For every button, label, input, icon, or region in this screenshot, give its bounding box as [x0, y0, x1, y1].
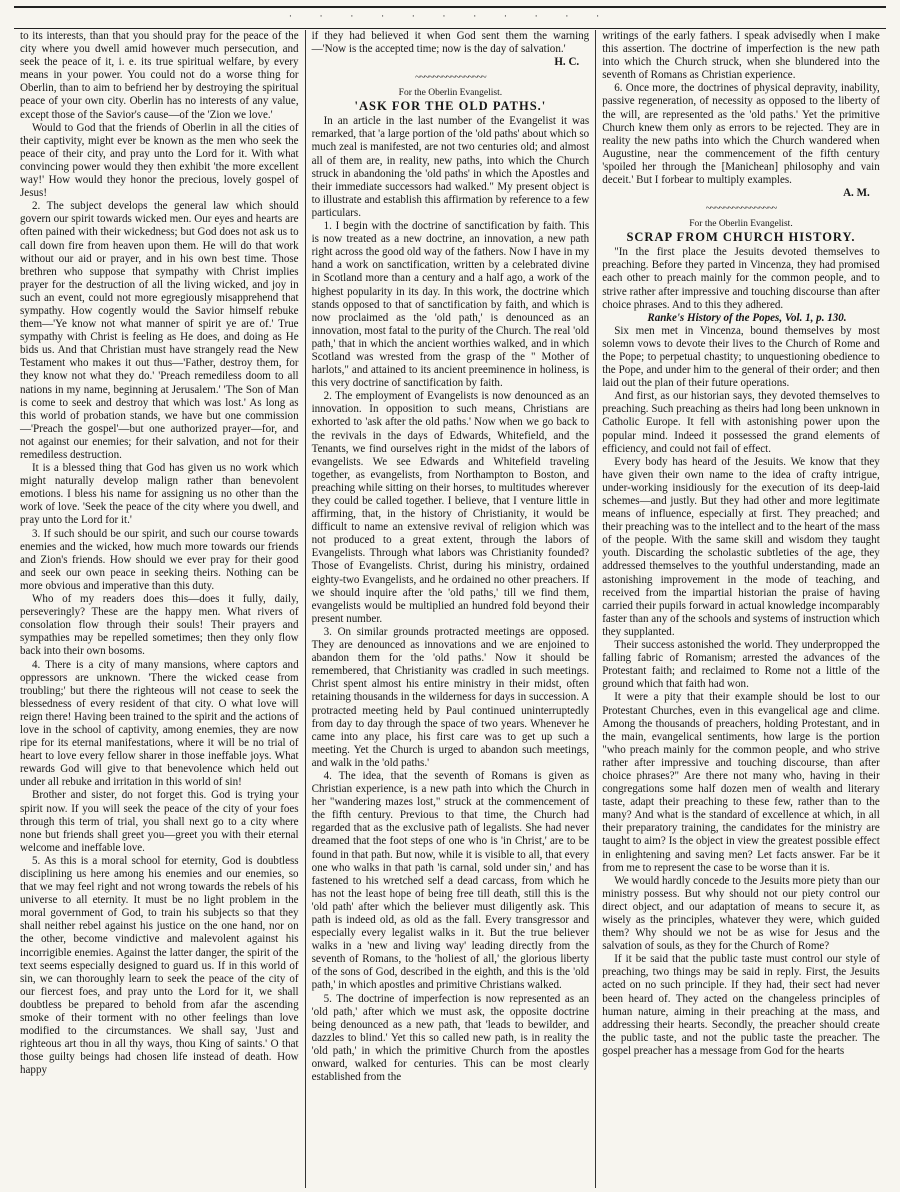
intro-paragraph: if they had believed it when God sent them the warning—'Now is the accepted time; now is the day of salvation.'	[311, 30, 590, 56]
column-1	[14, 30, 305, 1188]
divider: ~~~~~~~~~~~~~~~~	[705, 203, 777, 215]
paragraph: Would to God that the friends of Oberlin in all the cities of their captivity, might ever be known as the men who seek the peace of their city, and pray unto the Lord for it. With what convincing power would they then exhibit 'the more excellent way!' How would they honor the precious, lovely gospel of Jesus!	[20, 121, 299, 200]
quote-paragraph: "In the first place the Jesuits devoted themselves to preaching. Before they parted in Vincenza, they had promised each other to preach mainly for the common people, and to strive rather after impressive and touching discourse than after choice phrases. And to this they adhered.	[602, 246, 880, 311]
header-decoration: · · · · · · · · · · ·	[288, 10, 612, 22]
paragraph: 3. On similar grounds protracted meetings are opposed. They are denounced as innovations and we are enjoined to abandon them for the 'old paths.' Now it should be remembered, that Christianity was cradled in such meetings. Christ spent almost his entire ministry in their midst, often retaining thousands in the wilderness for days in succession. A protracted meeting held by Paul continued uninterruptedly from day to day through the space of two years. Whenever he came into any place, his first care was to get up such a meeting. Yet the Church is urged to abandon such meetings, and walk in the 'old paths.'	[311, 625, 590, 769]
paragraph: 5. The doctrine of imperfection is now represented as an 'old path,' after which we must ask, the opposite doctrine being denounced as a new path, that 'leads to bewilder, and dazzles to blind.' Yet this so called new path, is in reality the 'old path,' in which the primitive Church from the apostles onward, walked for centuries. This can be most clearly established from the	[311, 992, 590, 1084]
paragraph: Every body has heard of the Jesuits. We know that they have given their own name to the idea of crafty intrigue, under-working insidiously for the execution of its deep-laid schemes—and justly. But they had other and more legitimate means of influence, especially at first. They preached; and their preaching was to the intellect and to the heart of the mass of the people. With the same skill and wisdom they taught youth. Discarding the scholastic subtleties of the age, they addressed themselves to the youthful understanding, made an astonishing improvement in the mode of teaching, and received from the impartial historian the praise of having carried their pupils forward in actual knowledge incomparably faster than any of the schools and systems of instruction which they supplanted.	[602, 455, 880, 638]
signature: A. M.	[843, 187, 870, 200]
paragraph: 3. If such should be our spirit, and such our course towards enemies and the wicked, how much more towards our friends and Zion's friends. How should we ever pray for their good and seek our own peace in seeking theirs. Nothing can be more obvious and imperative than this duty.	[20, 527, 299, 592]
paragraph: And first, as our historian says, they devoted themselves to preaching. Such preaching as theirs had long been unknown in Catholic Europe. It fell with astonishing power upon the popular mind. Indeed it possessed the grand elements of efficiency, and could not fail of effect.	[602, 390, 880, 455]
divider: ~~~~~~~~~~~~~~~~	[415, 72, 486, 84]
source-line: For the Oberlin Evangelist.	[398, 88, 503, 99]
article-title: 'ASK FOR THE OLD PATHS.'	[354, 99, 547, 114]
paragraph: 4. There is a city of many mansions, where captors and oppressors are unknown. 'There the wicked cease from troubling;' but there the righteous will not cease to seek the blessedness of every resident of that city. O what love will reign there! Having been trained to the spirit and the actions of love in the school of captivity, among enemies, they are now ripe for its eternal manifestations, where it will be no trial of heart to love every fellow sharer in those ineffable joys. What rewards God will give to that benevolence which held out under all rebuke and irritation in this world of sin!	[20, 658, 299, 789]
paragraph: 4. The idea, that the seventh of Romans is given as Christian experience, is a new path into which the Church in her "wandering mazes lost," struck at the commencement of the fifth century. Previous to that time, the Church had regarded that as the exclusive path of legalists. She had never dreamed that the foot steps of one who is 'in Christ,' are to be found in that path. But now, while it is visible to all, that every one who walks in that path 'is carnal, sold under sin,' and has fastened to his wretched self a dead carcass, from which he has not the least hope of being free till death, still this is the 'old path' after which the believer must diligently ask. This path is indeed old, as old as the fall. Every transgressor and especially every legalist walks in it. But the true believer walks in a 'new and living way' leading directly from the seventh of Romans, to the 'holiest of all,' the glorious liberty of the sons of God, described in the eighth, and this is the 'old path,' in which apostles and primitive Christians walked.	[311, 769, 590, 992]
paragraph: 2. The employment of Evangelists is now denounced as an innovation. In opposition to such means, Christians are exhorted to 'ask after the old paths.' Now when we go back to the revivals in the days of Edwards, Whitefield, and the Tenants, we find ourselves right in the midst of the labors of evangelists. We see Edwards and Whitefield traveling together, as evangelists, from Northampton to Boston, and preaching while sitting on their horses, to multitudes wherever they could be called together. I believe, that I venture little in affirming, that, in the history of Christianity, it would be difficult to name an extensive revival of religion which was not produced to a great extent, through the labors of Evangelists. Through what labors was Christianity founded? Those of Evangelists. Christ, during his ministry, ordained eighty-two Evangelists, and he ordained no other preachers. If we should inquire after the 'old paths,' till we find them, evangelists would be multiplied an hundred fold beyond their present number.	[311, 390, 590, 625]
citation: Ranke's History of the Popes, Vol. 1, p. 130.	[647, 311, 847, 324]
paragraph: writings of the early fathers. I speak advisedly when I make this assertion. The doctrine of imperfection is the new path into which the Church struck, when she blundered into the seventh of Romans as Christian experience.	[602, 30, 880, 82]
paragraph: Who of my readers does this—does it fully, daily, perseveringly? These are the happy men. What rivers of consolation flow through their souls! Their prayers and sympathies may be repelled sometimes; then they only flow back into their own bosoms.	[20, 593, 299, 658]
signature: H. C.	[554, 56, 580, 69]
paragraph: 2. The subject develops the general law which should govern our spirit towards wicked men. Our eyes and hearts are often pained with their wickedness; but God does not ask us to call down fire from heaven upon them. He will do that work without our aid or prayer, and in his own best time. Those brethren who suppose that sympathy with Christ implies prayer for the destruction of all the living wicked, and joy in such an event, could not more egregiously misapprehend that sympathy. How cogently would the Savior himself rebuke them—'Ye know not what manner of spirit ye are of.' True sympathy with Christ is feeling as He does, and doing as He bids us. And that Christian must have strangely read the New Testament who makes it out thus—'Father, destroy them, for they know not what they do.' 'Preach remediless doom to all nations in my name, beginning at Jerusalem.' 'The Son of Man is come to seek and destroy that which was lost.' As long as this world of probation stands, we have but one commission—'Preach the gospel'—but one authorized prayer—for, and not against our enemies; for their salvation, and not for their remediless destruction.	[20, 200, 299, 461]
paragraph: 1. I begin with the doctrine of sanctification by faith. This is now treated as a new doctrine, an innovation, a new path right across the good old way of the fathers. Now I have in my hand a work on sanctification, written by a celebrated divine in Scotland more than a century and a half ago, a work of the highest popularity in its day. In this work, the doctrine which stands opposed to that of sanctification by faith, and which is now proclaimed as the 'old path,' is denounced as an innovation, most fatal to the purity of the Church. The real 'old path,' that in which the ancient worthies walked, and in which Scotland was wrested from the grasp of the " Mother of harlots," and attained to its ancient preeminence in holiness, is this very doctrine of sanctification by faith.	[311, 220, 590, 390]
paragraph: 5. As this is a moral school for eternity, God is doubtless disciplining us here among his enemies and our enemies, so that we may feel right and not wrong towards the rebels of his universe to all eternity. It must be no light problem in the moral government of God, to train his subjects so that they shall neither rebel against his justice on the one hand, nor on the other, become vindictive and malevolent against his incorrigible enemies. Against the latter danger, the spirit of the text seems especially designed to guard us. If in this world of sin, we can thoroughly learn to seek the peace of the city of our fiercest foes, and pray unto the Lord for it, we shall doubtless be prepared to behold from afar the ascending smoke of their torment with no other feelings than love modified to the circumstances. We shall say, 'Just and righteous art thou in all thy ways, thou King of saints.' O that those guilty beings had chosen life instead of death. How happy	[20, 854, 299, 1077]
column-3	[595, 30, 886, 1188]
paragraph: It were a pity that their example should be lost to our Protestant Churches, even in this evangelical age and clime. Among the thousands of preachers, holding Protestant, and in the main, evangelical sentiments, how large is the portion "who preach mainly for the common people, and who strive rather after impressive and touching discourse, than after choice phrases?" Are there not many who, having in their congregations some half dozen men of wealth and literary taste, adapt their preaching to these few, rather than to the many? And what is the standard of excellence at which, in all their preparatory training, the candidates for the ministry are taught to aim? Is the object in view the greatest possible effect in enlightening and saving men? Let facts answer. Far be it from me to represent the case to be worse than it is.	[602, 691, 880, 874]
paragraph: If it be said that the public taste must control our style of preaching, two things may be said in reply. First, the Jesuits acted on no such principle. If they had, their sect had never been heard of. They acted on the changeless principles of human nature, aiming in their preaching at the mass, and addressing their hearts. Secondly, the preacher should create the public taste, and not the public taste the preacher. The gospel preacher has a message from God for the hearts	[602, 953, 880, 1057]
source-line: For the Oberlin Evangelist.	[689, 219, 793, 230]
paragraph: 6. Once more, the doctrines of physical depravity, inability, passive regeneration, of necessity as opposed to the liberty of the will, are represented as the 'old paths.' Yet the primitive Church knew them only as errors to be rejected. They are in reality the new paths into which the Church wandered when Augustine, near the commencement of the fifth century 'spoiled her through the [Manichean] philosophy and vain deceit.' But I forbear to multiply examples.	[602, 82, 880, 187]
paragraph: In an article in the last number of the Evangelist it was remarked, that 'a large portion of the 'old paths' about which so much zeal is manifested, are not two centuries old; and almost all of them are, in reality, new paths, into which the Church struck in abandoning the 'old paths' in which the Apostles and their immediate successors had walked." My present object is to illustrate and establish this affirmation by reference to a few particulars.	[311, 115, 590, 219]
paragraph: to its interests, than that you should pray for the peace of the city where you dwell amid however much persecution, and seek the peace of it, i. e. its true spiritual welfare, by every means in your power. You could not do a worse thing for Oberlin, than to aim to befriend her by destroying the spiritual peace of your own city. Oberlin has no interests of any value, except those of the Savior's cause—of the 'Zion we love.'	[20, 30, 299, 121]
columns	[14, 30, 886, 1188]
article-title: SCRAP FROM CHURCH HISTORY.	[626, 230, 856, 245]
paragraph: Six men met in Vincenza, bound themselves by most solemn vows to devote their lives to the Church of Rome and the Pope; to perpetual chastity; to unquestioning obedience to the Pope, and under him to the general of their order; and then laid out the plan of their future operations.	[602, 324, 880, 390]
paragraph: It is a blessed thing that God has given us no work which might naturally develop malign rather than benevolent emotions. I bless his name for assigning us no other than the work of love. 'Seek the peace of the city where you dwell, and pray unto the Lord for it.'	[20, 462, 299, 527]
column-2	[305, 30, 596, 1188]
header-rule	[14, 6, 886, 29]
paragraph: We would hardly concede to the Jesuits more piety than our ministry possess. But why should not our piety control our direct object, and our adaptation of means to secure it, as wisely as the principles, whatever they were, which guided them? Why should we not be as wise for Jesus and the salvation of souls, as they for the Church of Rome?	[602, 874, 880, 953]
paragraph: Their success astonished the world. They underpropped the falling fabric of Romanism; arrested the advances of the Protestant faith; and reclaimed to Rome not a little of the ground which that faith had won.	[602, 639, 880, 691]
paragraph: Brother and sister, do not forget this. God is trying your spirit now. If you will seek the peace of the city of your foes through this term of trial, you shall next go to a city where none but friends shall greet you—greet you with their eternal welcome and ineffable love.	[20, 789, 299, 854]
